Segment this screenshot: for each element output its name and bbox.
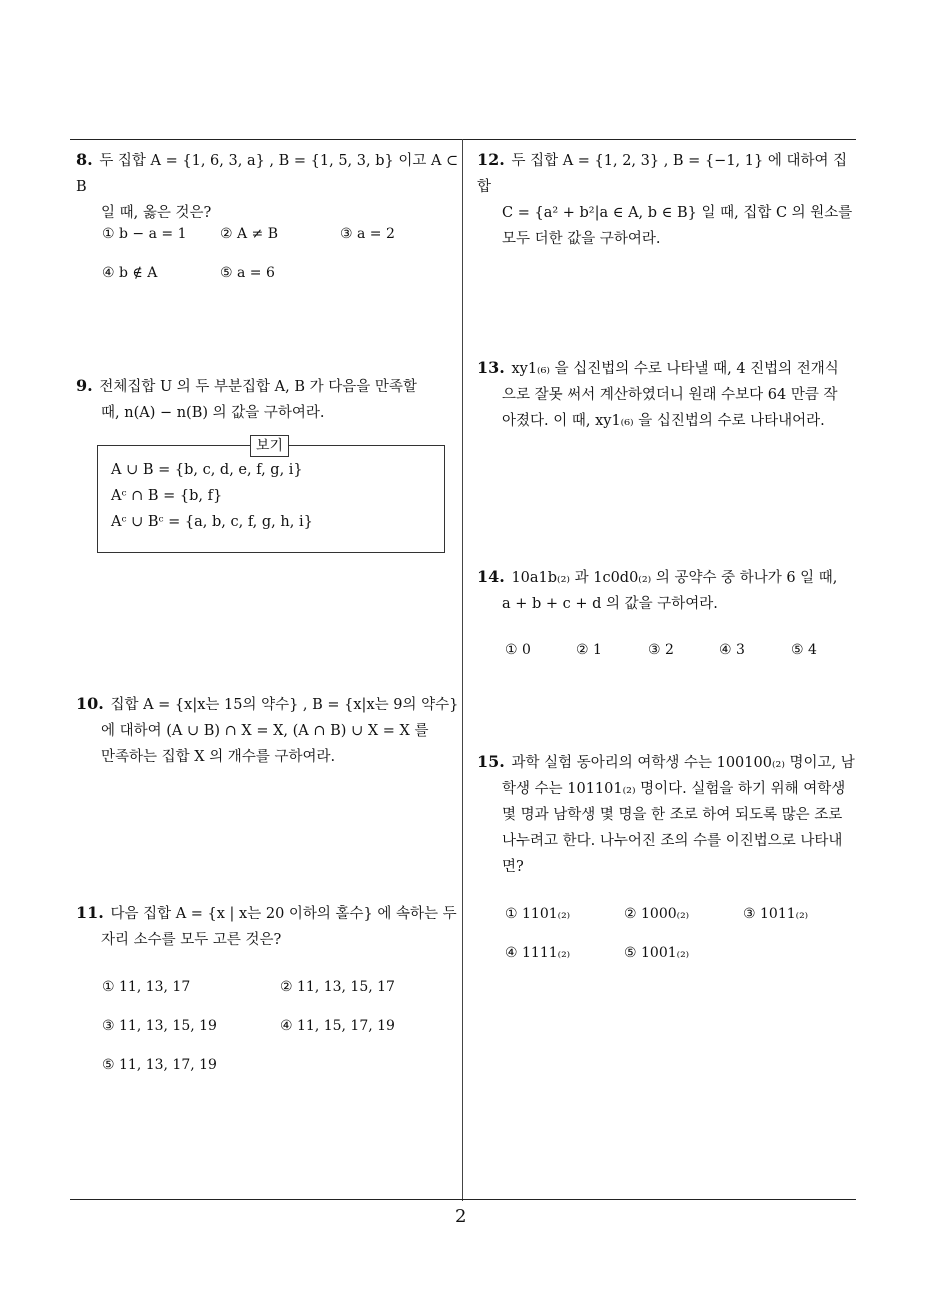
question-text-line: 모두 더한 값을 구하여라. xyxy=(502,231,661,247)
box-line: A ∪ B = {b, c, d, e, f, g, i} xyxy=(111,462,303,478)
question-text-line: 과학 실험 동아리의 여학생 수는 100100₍₂₎ 명이고, 남 xyxy=(511,755,855,771)
question-text-line: 일 때, 옳은 것은? xyxy=(101,205,212,221)
question-number: 10. xyxy=(76,694,104,713)
question-11 xyxy=(76,900,461,953)
question-text-line: 으로 잘못 써서 계산하였더니 원래 수보다 64 만큼 작 xyxy=(502,387,838,403)
choice-2[interactable]: ② A ≠ B xyxy=(220,226,279,242)
choice-4[interactable]: ④ 3 xyxy=(719,642,745,658)
question-14 xyxy=(477,564,857,617)
choice-5[interactable]: ⑤ 4 xyxy=(791,642,817,658)
page-number: 2 xyxy=(455,1206,467,1227)
question-text-line: 전체집합 U 의 두 부분집합 A, B 가 다음을 만족할 xyxy=(99,379,417,395)
question-text-line: 두 집합 A = {1, 6, 3, a} , B = {1, 5, 3, b} 이고 A ⊂ B xyxy=(76,153,459,195)
question-10 xyxy=(76,691,461,770)
choice-4[interactable]: ④ 1111₍₂₎ xyxy=(505,945,571,961)
question-9 xyxy=(76,373,461,426)
question-text-line: 나누려고 한다. 나누어진 조의 수를 이진법으로 나타내 xyxy=(502,833,843,849)
question-text-line: 만족하는 집합 X 의 개수를 구하여라. xyxy=(101,749,336,765)
question-15 xyxy=(477,749,857,880)
choice-3[interactable]: ③ a = 2 xyxy=(340,226,395,242)
choice-3[interactable]: ③ 1011₍₂₎ xyxy=(743,906,809,922)
choice-5[interactable]: ⑤ 1001₍₂₎ xyxy=(624,945,690,961)
choice-3[interactable]: ③ 11, 13, 15, 19 xyxy=(102,1018,217,1034)
choice-1[interactable]: ① 1101₍₂₎ xyxy=(505,906,571,922)
choice-3[interactable]: ③ 2 xyxy=(648,642,674,658)
choice-5[interactable]: ⑤ 11, 13, 17, 19 xyxy=(102,1057,217,1073)
question-8 xyxy=(76,147,461,226)
choice-1[interactable]: ① 11, 13, 17 xyxy=(102,979,191,995)
question-number: 12. xyxy=(477,150,505,169)
question-13 xyxy=(477,355,857,434)
question-text-line: 때, n(A) − n(B) 의 값을 구하여라. xyxy=(101,405,325,421)
question-text-line: xy1₍₆₎ 을 십진법의 수로 나타낼 때, 4 진법의 전개식 xyxy=(511,361,839,377)
question-number: 14. xyxy=(477,567,505,586)
top-rule xyxy=(70,139,856,140)
question-text-line: C = {a² + b²|a ∈ A, b ∈ B} 일 때, 집합 C 의 원소를 xyxy=(502,205,853,221)
question-text-line: 몇 명과 남학생 몇 명을 한 조로 하여 되도록 많은 조로 xyxy=(502,807,843,823)
question-number: 9. xyxy=(76,376,93,395)
question-text-line: a + b + c + d 의 값을 구하여라. xyxy=(502,596,718,612)
question-number: 15. xyxy=(477,752,505,771)
question-text-line: 10a1b₍₂₎ 과 1c0d0₍₂₎ 의 공약수 중 하나가 6 일 때, xyxy=(511,570,838,586)
question-number: 8. xyxy=(76,150,93,169)
box-line: Aᶜ ∩ B = {b, f} xyxy=(111,488,223,504)
question-text-line: 집합 A = {x|x는 15의 약수} , B = {x|x는 9의 약수} xyxy=(110,697,459,713)
question-text-line: 자리 소수를 모두 고른 것은? xyxy=(101,932,282,948)
question-12 xyxy=(477,147,857,252)
example-box xyxy=(97,438,445,553)
question-number: 13. xyxy=(477,358,505,377)
bottom-rule xyxy=(70,1199,856,1200)
question-text-line: 면? xyxy=(502,859,524,875)
choice-5[interactable]: ⑤ a = 6 xyxy=(220,265,275,281)
example-box-title: 보기 xyxy=(250,435,289,457)
question-text-line: 에 대하여 (A ∪ B) ∩ X = X, (A ∩ B) ∪ X = X 를 xyxy=(101,723,429,739)
choice-1[interactable]: ① 0 xyxy=(505,642,531,658)
choice-2[interactable]: ② 1 xyxy=(576,642,602,658)
box-line: Aᶜ ∪ Bᶜ = {a, b, c, f, g, h, i} xyxy=(111,514,313,530)
question-text-line: 학생 수는 101101₍₂₎ 명이다. 실험을 하기 위해 여학생 xyxy=(502,781,846,797)
question-text-line: 다음 집합 A = {x | x는 20 이하의 홀수} 에 속하는 두 xyxy=(110,906,457,922)
choice-4[interactable]: ④ 11, 15, 17, 19 xyxy=(280,1018,395,1034)
choice-2[interactable]: ② 1000₍₂₎ xyxy=(624,906,690,922)
choice-2[interactable]: ② 11, 13, 15, 17 xyxy=(280,979,395,995)
question-text-line: 아졌다. 이 때, xy1₍₆₎ 을 십진법의 수로 나타내어라. xyxy=(502,413,825,429)
question-text-line: 두 집합 A = {1, 2, 3} , B = {−1, 1} 에 대하여 집합 xyxy=(477,153,848,195)
question-number: 11. xyxy=(76,903,104,922)
choice-4[interactable]: ④ b ∉ A xyxy=(102,265,158,281)
column-divider xyxy=(462,139,463,1201)
choice-1[interactable]: ① b − a = 1 xyxy=(102,226,187,242)
